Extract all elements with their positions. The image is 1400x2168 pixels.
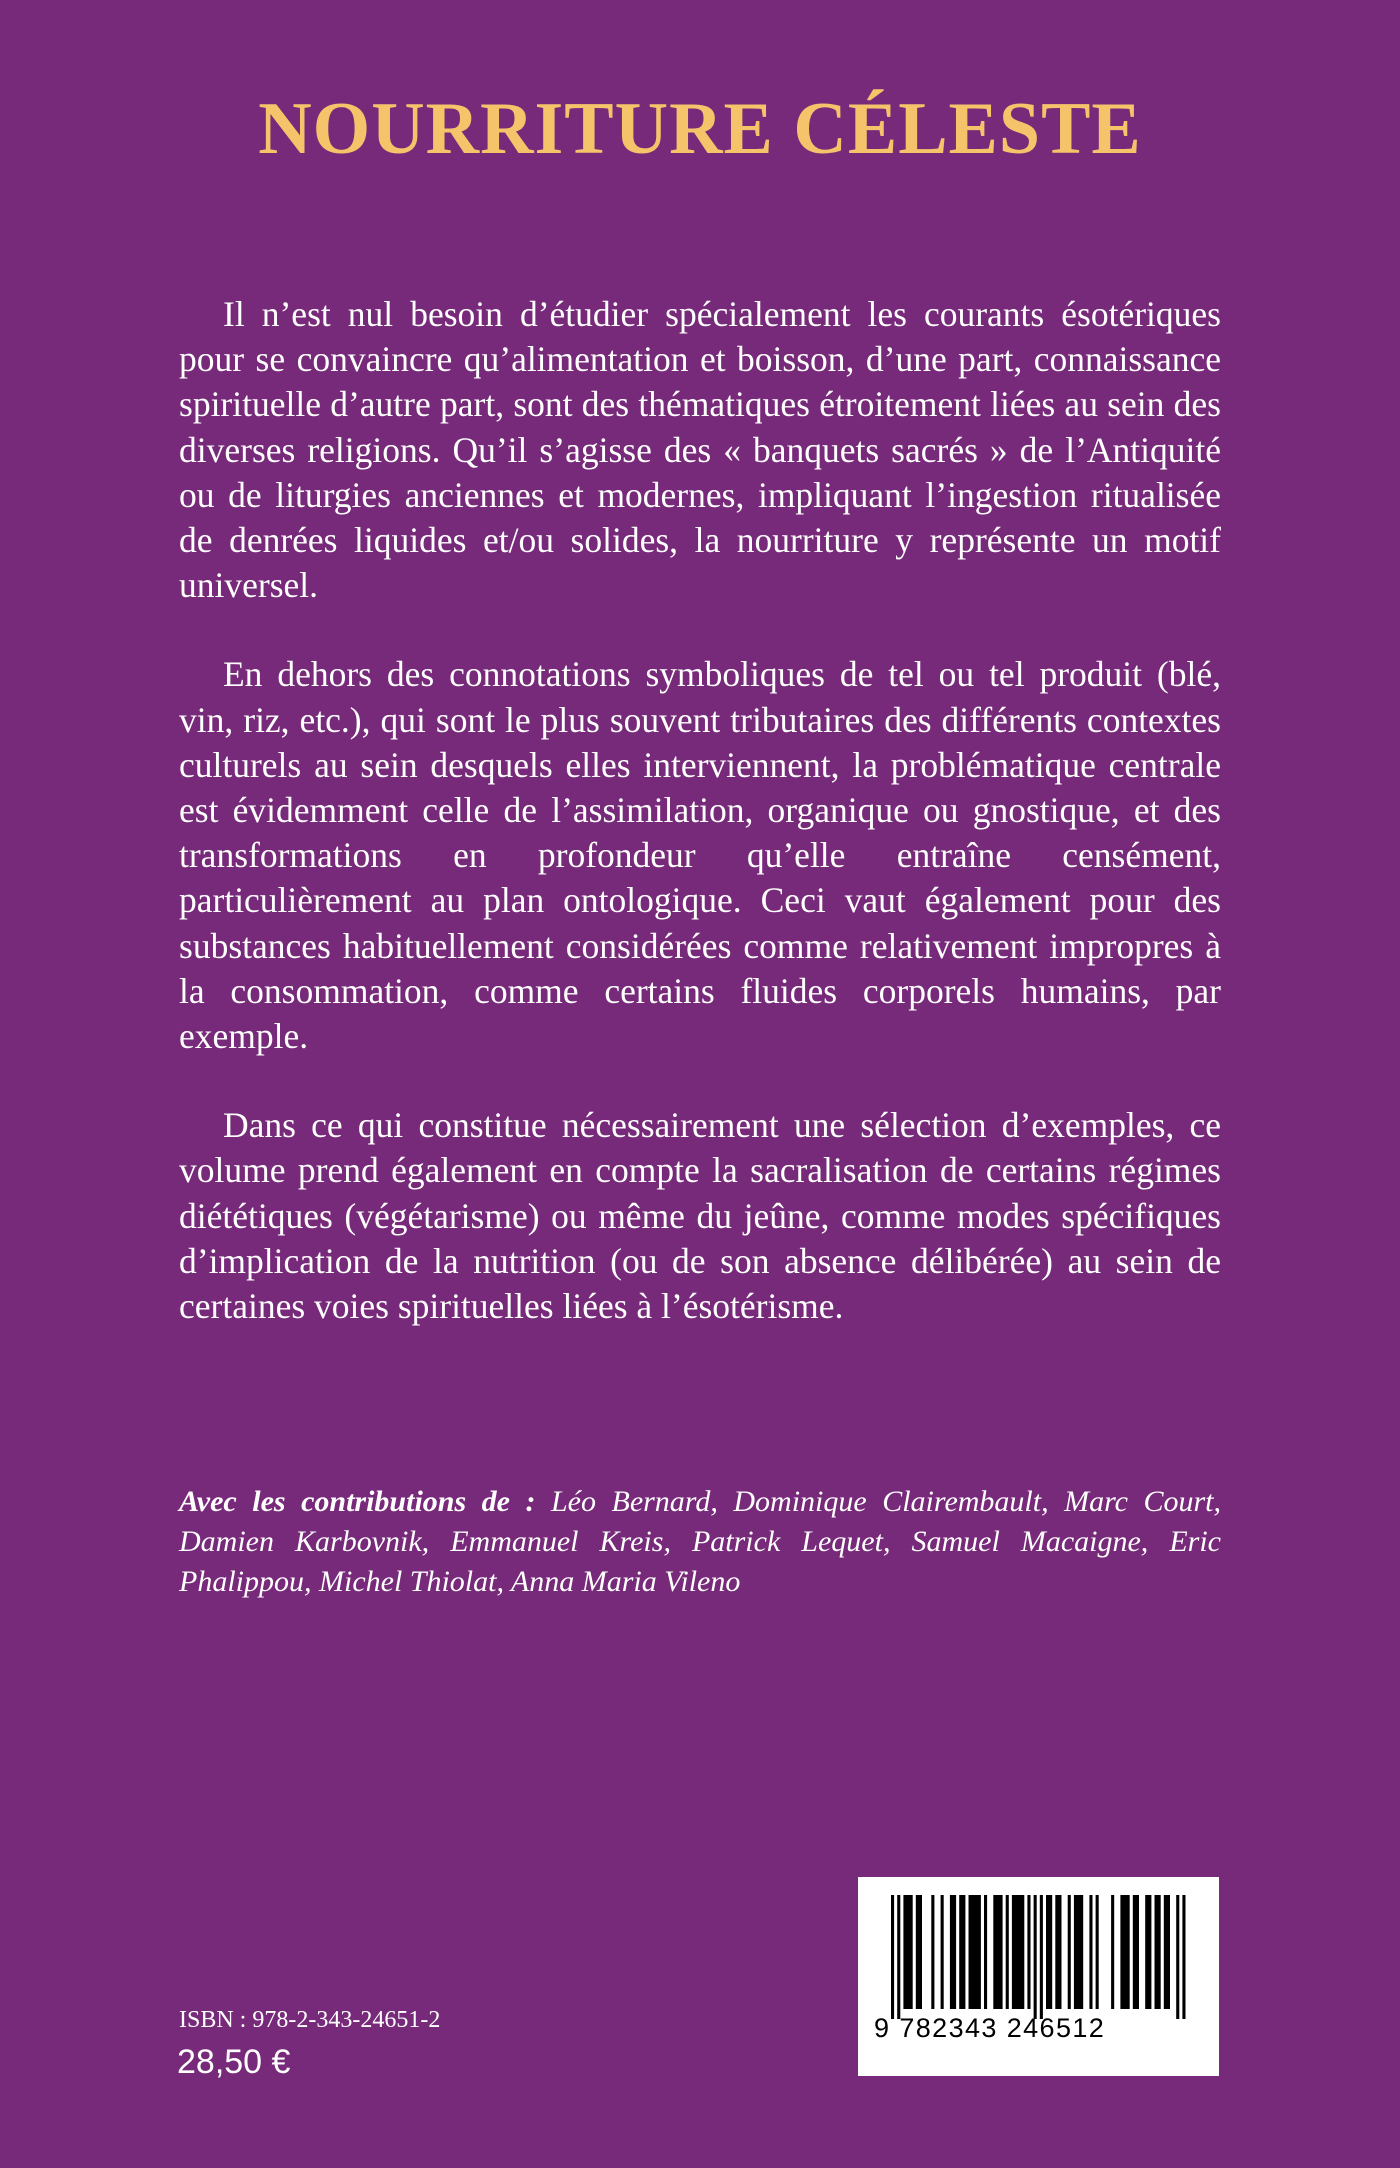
barcode-bar [1089,1895,1092,2009]
barcode-bar [969,1895,981,2009]
barcode-bar [950,1895,956,2009]
barcode-bar [1111,1895,1114,2009]
barcode-bar [959,1895,965,2009]
barcode-bar [1006,1895,1009,2009]
barcode-bar [1068,1895,1071,2009]
barcode-bar [1120,1895,1129,2009]
contributors-names: Léo Bernard, Dominique Clairembault, Marc Court, Damien Karbovnik, Emmanuel Kreis, Patrick Lequet, Samuel Macaigne, Eric Phalippou, Michel Thiolat, Anna Maria Vileno [179,1485,1222,1598]
barcode-bar [1176,1895,1179,2019]
barcode-bar [1074,1895,1083,2009]
barcode-bar [1096,1895,1099,2009]
barcode-bar [941,1895,944,2009]
barcode-bar [993,1895,1002,2009]
barcode-bar [1164,1895,1170,2009]
barcode-bar [1046,1895,1052,2009]
barcode-bar [1182,1895,1185,2019]
barcode-bars [858,1877,1219,2076]
barcode-bar [891,1895,894,2019]
blurb-paragraph-2: En dehors des connotations symboliques de tel ou tel produit (blé, vin, riz, etc.), qui sont le plus souvent tributaires des différents contextes culturels au sein desquels elles interviennent, la problématique centrale est évidemment celle de l’assimilation, organique ou gnostique, et des transformations en profondeur qu’elle entraîne censément, particulièrement au plan ontologique. Ceci vaut également pour des substances habituellement considérées comme relativement impropres à la consommation, comme certains fluides corporels humains, par exemple. [179,654,1221,1057]
contributors [179,1482,1221,1602]
back-cover-blurb [179,292,1221,1373]
isbn: ISBN : 978-2-343-24651-2 [179,2007,441,2033]
barcode-bar [916,1895,922,2009]
barcode-bar [1012,1895,1024,2009]
barcode-bar [1027,1895,1030,2009]
barcode-bar [931,1895,934,2009]
barcode-bar [1055,1895,1061,2009]
barcode [858,1877,1219,2076]
barcode-bar [1145,1895,1151,2009]
blurb-paragraph-3: Dans ce qui constitue nécessairement une sélection d’exemples, ce volume prend également en compte la sacralisation de certains régimes diététiques (végétarisme) ou même du jeûne, comme modes spécifiques d’implication de la nutrition (ou de son absence délibérée) au sein de certaines voies spirituelles liées à l’ésotérisme. [179,1105,1221,1327]
barcode-bar [1155,1895,1161,2009]
barcode-digits: 9 782343 246512 [874,2013,1106,2043]
barcode-bar [897,1895,900,2019]
barcode-bar [984,1895,987,2009]
blurb-paragraph-1: Il n’est nul besoin d’étudier spécialement les courants ésotériques pour se convaincre qu’alimentation et boisson, d’une part, connaissance spirituelle d’autre part, sont des thématiques étroitement liées au sein des diverses religions. Qu’il s’agisse des « banquets sacrés » de l’Antiquité ou de liturgies anciennes et modernes, impliquant l’ingestion ritualisée de denrées liquides et/ou solides, la nourriture y représente un motif universel. [179,294,1221,606]
barcode-bar [1034,1895,1037,2019]
contributors-label: Avec les contributions de : [179,1485,536,1518]
barcode-bar [903,1895,912,2009]
barcode-bar [1040,1895,1043,2019]
barcode-bar [1133,1895,1139,2009]
price: 28,50 € [177,2043,291,2081]
book-title: NOURRITURE CÉLESTE [258,88,1142,170]
